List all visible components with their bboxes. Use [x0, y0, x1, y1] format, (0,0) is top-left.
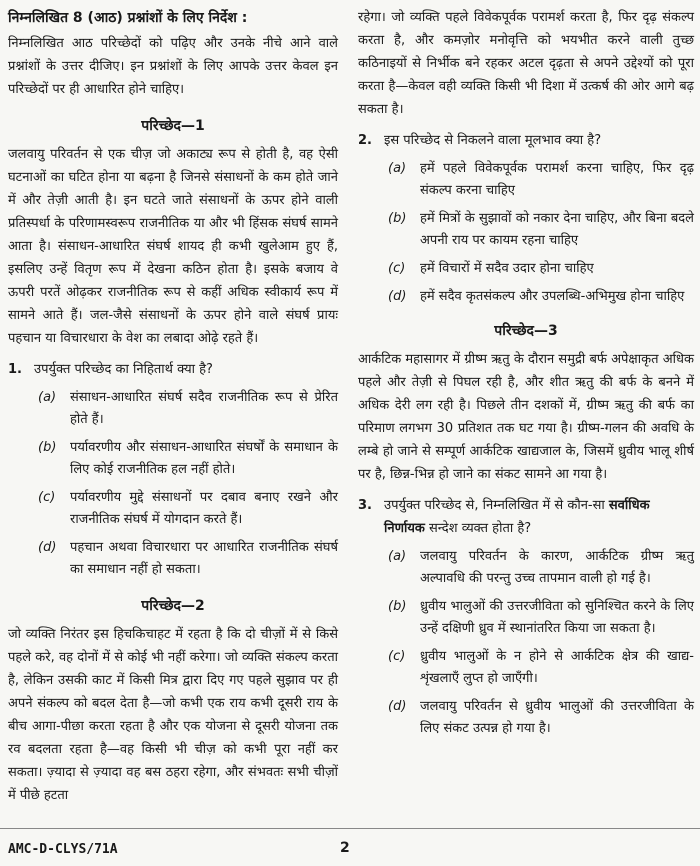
option-text: ध्रुवीय भालुओं के न होने से आर्कटिक क्षेत्र की खाद्य-शृंखलाएँ लुप्त हो जाएँगी।: [420, 649, 694, 686]
left-column: [8, 6, 338, 807]
question-2-option-b: [358, 208, 694, 252]
option-label: (b): [38, 440, 57, 455]
question-1: [8, 358, 338, 381]
option-text: जलवायु परिवर्तन के कारण, आर्कटिक ग्रीष्म ऋतु अल्पावधि की परन्तु उच्च तापमान वाली हो गई है।: [420, 549, 694, 586]
question-2-option-a: [358, 158, 694, 202]
option-text: जलवायु परिवर्तन से ध्रुवीय भालुओं की उत्तरजीविता के लिए संकट उत्पन्न हो गया है।: [420, 699, 694, 736]
option-text: हमें पहले विवेकपूर्वक परामर्श करना चाहिए, फिर दृढ़ संकल्प करना चाहिए: [420, 161, 694, 198]
instructions-title: निम्नलिखित 8 (आठ) प्रश्नांशों के लिए निर्देश :: [8, 10, 248, 26]
question-2-text: इस परिच्छेद से निकलने वाला मूलभाव क्या है?: [384, 133, 602, 148]
question-3: [358, 494, 694, 540]
passage-3-text: आर्कटिक महासागर में ग्रीष्म ऋतु के दौरान समुद्री बर्फ अपेक्षाकृत अधिक पहले और तेज़ी से पिघल रही है, और शीत ऋतु की बर्फ के बनने में अधिक देरी लग रही है। पिछले तीन दशकों में, ग्रीष्म ऋतु की बर्फ का परिमाण लगभग 30 प्रतिशत तक घट गया है। ग्रीष्म-गलन की अवधि के लम्बे हो जाने से सम्पूर्ण आर्कटिक खाद्यजाल के, जिसमें ध्रुवीय भालू शीर्ष पर है, छिन्न-भिन्न हो जाने का संकट सामने आ गया है।: [358, 352, 694, 482]
right-column: [358, 6, 694, 740]
option-label: (a): [388, 161, 407, 176]
footer-divider: [0, 828, 700, 829]
option-text: हमें सदैव कृतसंकल्प और उपलब्धि-अभिमुख होना चाहिए: [420, 289, 685, 304]
option-label: (c): [38, 490, 56, 505]
question-1-option-a: [8, 387, 338, 431]
question-3-number: 3.: [358, 498, 372, 513]
page-footer: [0, 834, 700, 864]
option-label: (d): [388, 699, 407, 714]
option-label: (a): [38, 390, 57, 405]
option-label: (d): [38, 540, 57, 555]
option-label: (a): [388, 549, 407, 564]
option-text: संसाधन-आधारित संघर्ष सदैव राजनीतिक रूप से प्रेरित होते हैं।: [70, 390, 338, 427]
option-label: (c): [388, 261, 406, 276]
option-label: (c): [388, 649, 406, 664]
option-text: पर्यावरणीय और संसाधन-आधारित संघर्षों के समाधान के लिए कोई राजनीतिक हल नहीं होते।: [70, 440, 338, 477]
question-3-text-prefix: उपर्युक्त परिच्छेद से, निम्नलिखित में से कौन-सा: [384, 498, 609, 513]
question-1-option-b: [8, 437, 338, 481]
question-3-option-d: [358, 696, 694, 740]
passage-3-heading: परिच्छेद—3: [494, 323, 558, 339]
option-text: हमें विचारों में सदैव उदार होना चाहिए: [420, 261, 594, 276]
passage-2-text-left: जो व्यक्ति निरंतर इस हिचकिचाहट में रहता है कि दो चीज़ों में से किसे पहले करे, वह दोनों में से कोई भी नहीं करेगा। जो व्यक्ति संकल्प करता है, लेकिन उसकी काट में किसी मित्र द्वारा दिए गए पहले सुझाव पर ही अपने संकल्प को बदल देता है—जो कभी एक राय कभी दूसरी राय के बीच आगा-पीछा करता रहता है और एक योजना से दूसरी योजना तक रव बदलता रहता है—वह किसी भी चीज़ को कभी पूरा नहीं कर सकता। ज़्यादा से ज़्यादा वह बस ठहरा रहेगा, और संभवतः सभी चीज़ों में पीछे हटता: [8, 627, 338, 803]
question-3-text-emphasis: सर्वाधिक निर्णायक: [384, 498, 650, 536]
question-1-number: 1.: [8, 362, 22, 377]
option-label: (d): [388, 289, 407, 304]
option-text: पहचान अथवा विचारधारा पर आधारित राजनीतिक संघर्ष का समाधान नहीं हो सकता।: [70, 540, 338, 577]
question-2: [358, 129, 694, 152]
option-text: हमें मित्रों के सुझावों को नकार देना चाहिए, और बिना बदले अपनी राय पर कायम रहना चाहिए: [420, 211, 694, 248]
question-2-option-d: [358, 286, 694, 308]
question-1-option-d: [8, 537, 338, 581]
option-label: (b): [388, 599, 407, 614]
booklet-code: AMC-D-CLYS/71A: [8, 842, 118, 857]
option-label: (b): [388, 211, 407, 226]
instructions-body: निम्नलिखित आठ परिच्छेदों को पढ़िए और उनके नीचे आने वाले प्रश्नांशों के उत्तर दीजिए। इन प्रश्नांशों के लिए आपके उत्तर केवल इन परिच्छेदों पर ही आधारित होने चाहिए।: [8, 36, 338, 97]
passage-1-text: जलवायु परिवर्तन से एक चीज़ जो अकाट्य रूप से होती है, वह ऐसी घटनाओं का घटित होना या बढ़ना है जिनसे संसाधनों के कम होते जाने में और तेज़ी आती है। इन घटते जाते संसाधनों के ऊपर होने वाली प्रतिस्पर्धा के परिणामस्वरूप राजनीतिक या और भी हिंसक संघर्ष सामने आता है। संसाधन-आधारित संघर्ष शायद ही कभी खुलेआम हुए हैं, इसलिए उन्हें वितृण रूप में देखना कठिन होता है। इसके बजाय वे ऊपरी परतें ओढ़कर राजनीतिक रूप से कहीं अधिक स्वीकार्य रूप में सामने आते हैं। जल-जैसे संसाधनों के ऊपर होने वाले संघर्ष प्रायः पहचान या विचारधारा के वेश का लबादा ओढ़े रहते हैं।: [8, 147, 338, 346]
question-3-option-b: [358, 596, 694, 640]
question-1-option-c: [8, 487, 338, 531]
passage-2-text-right: रहेगा। जो व्यक्ति पहले विवेकपूर्वक परामर्श करता है, फिर दृढ़ संकल्प करता है, और कमज़ोर मनोवृत्ति को भयभीत करने वाली तुच्छ कठिनाइयों से निर्भीक बने रहकर अटल दृढ़ता से अपने उद्देश्यों को पूरा करता है—केवल वही व्यक्ति किसी भी दिशा में उत्कर्ष की ओर आगे बढ़ सकता है।: [358, 10, 694, 117]
question-1-text: उपर्युक्त परिच्छेद का निहितार्थ क्या है?: [34, 362, 213, 377]
option-text: पर्यावरणीय मुद्दे संसाधनों पर दबाव बनाए रखने और राजनीतिक संघर्ष में योगदान करते हैं।: [70, 490, 338, 527]
passage-1-heading: परिच्छेद—1: [141, 118, 205, 134]
question-3-text-suffix: सन्देश व्यक्त होता है?: [424, 521, 532, 536]
question-3-text: [384, 494, 694, 540]
passage-2-heading: परिच्छेद—2: [141, 598, 205, 614]
question-2-option-c: [358, 258, 694, 280]
question-3-option-a: [358, 546, 694, 590]
option-text: ध्रुवीय भालुओं की उत्तरजीविता को सुनिश्चित करने के लिए उन्हें दक्षिणी ध्रुव में स्थानांतरित किया जा सकता है।: [420, 599, 694, 636]
question-3-option-c: [358, 646, 694, 690]
page-number: 2: [340, 840, 350, 856]
question-2-number: 2.: [358, 133, 372, 148]
